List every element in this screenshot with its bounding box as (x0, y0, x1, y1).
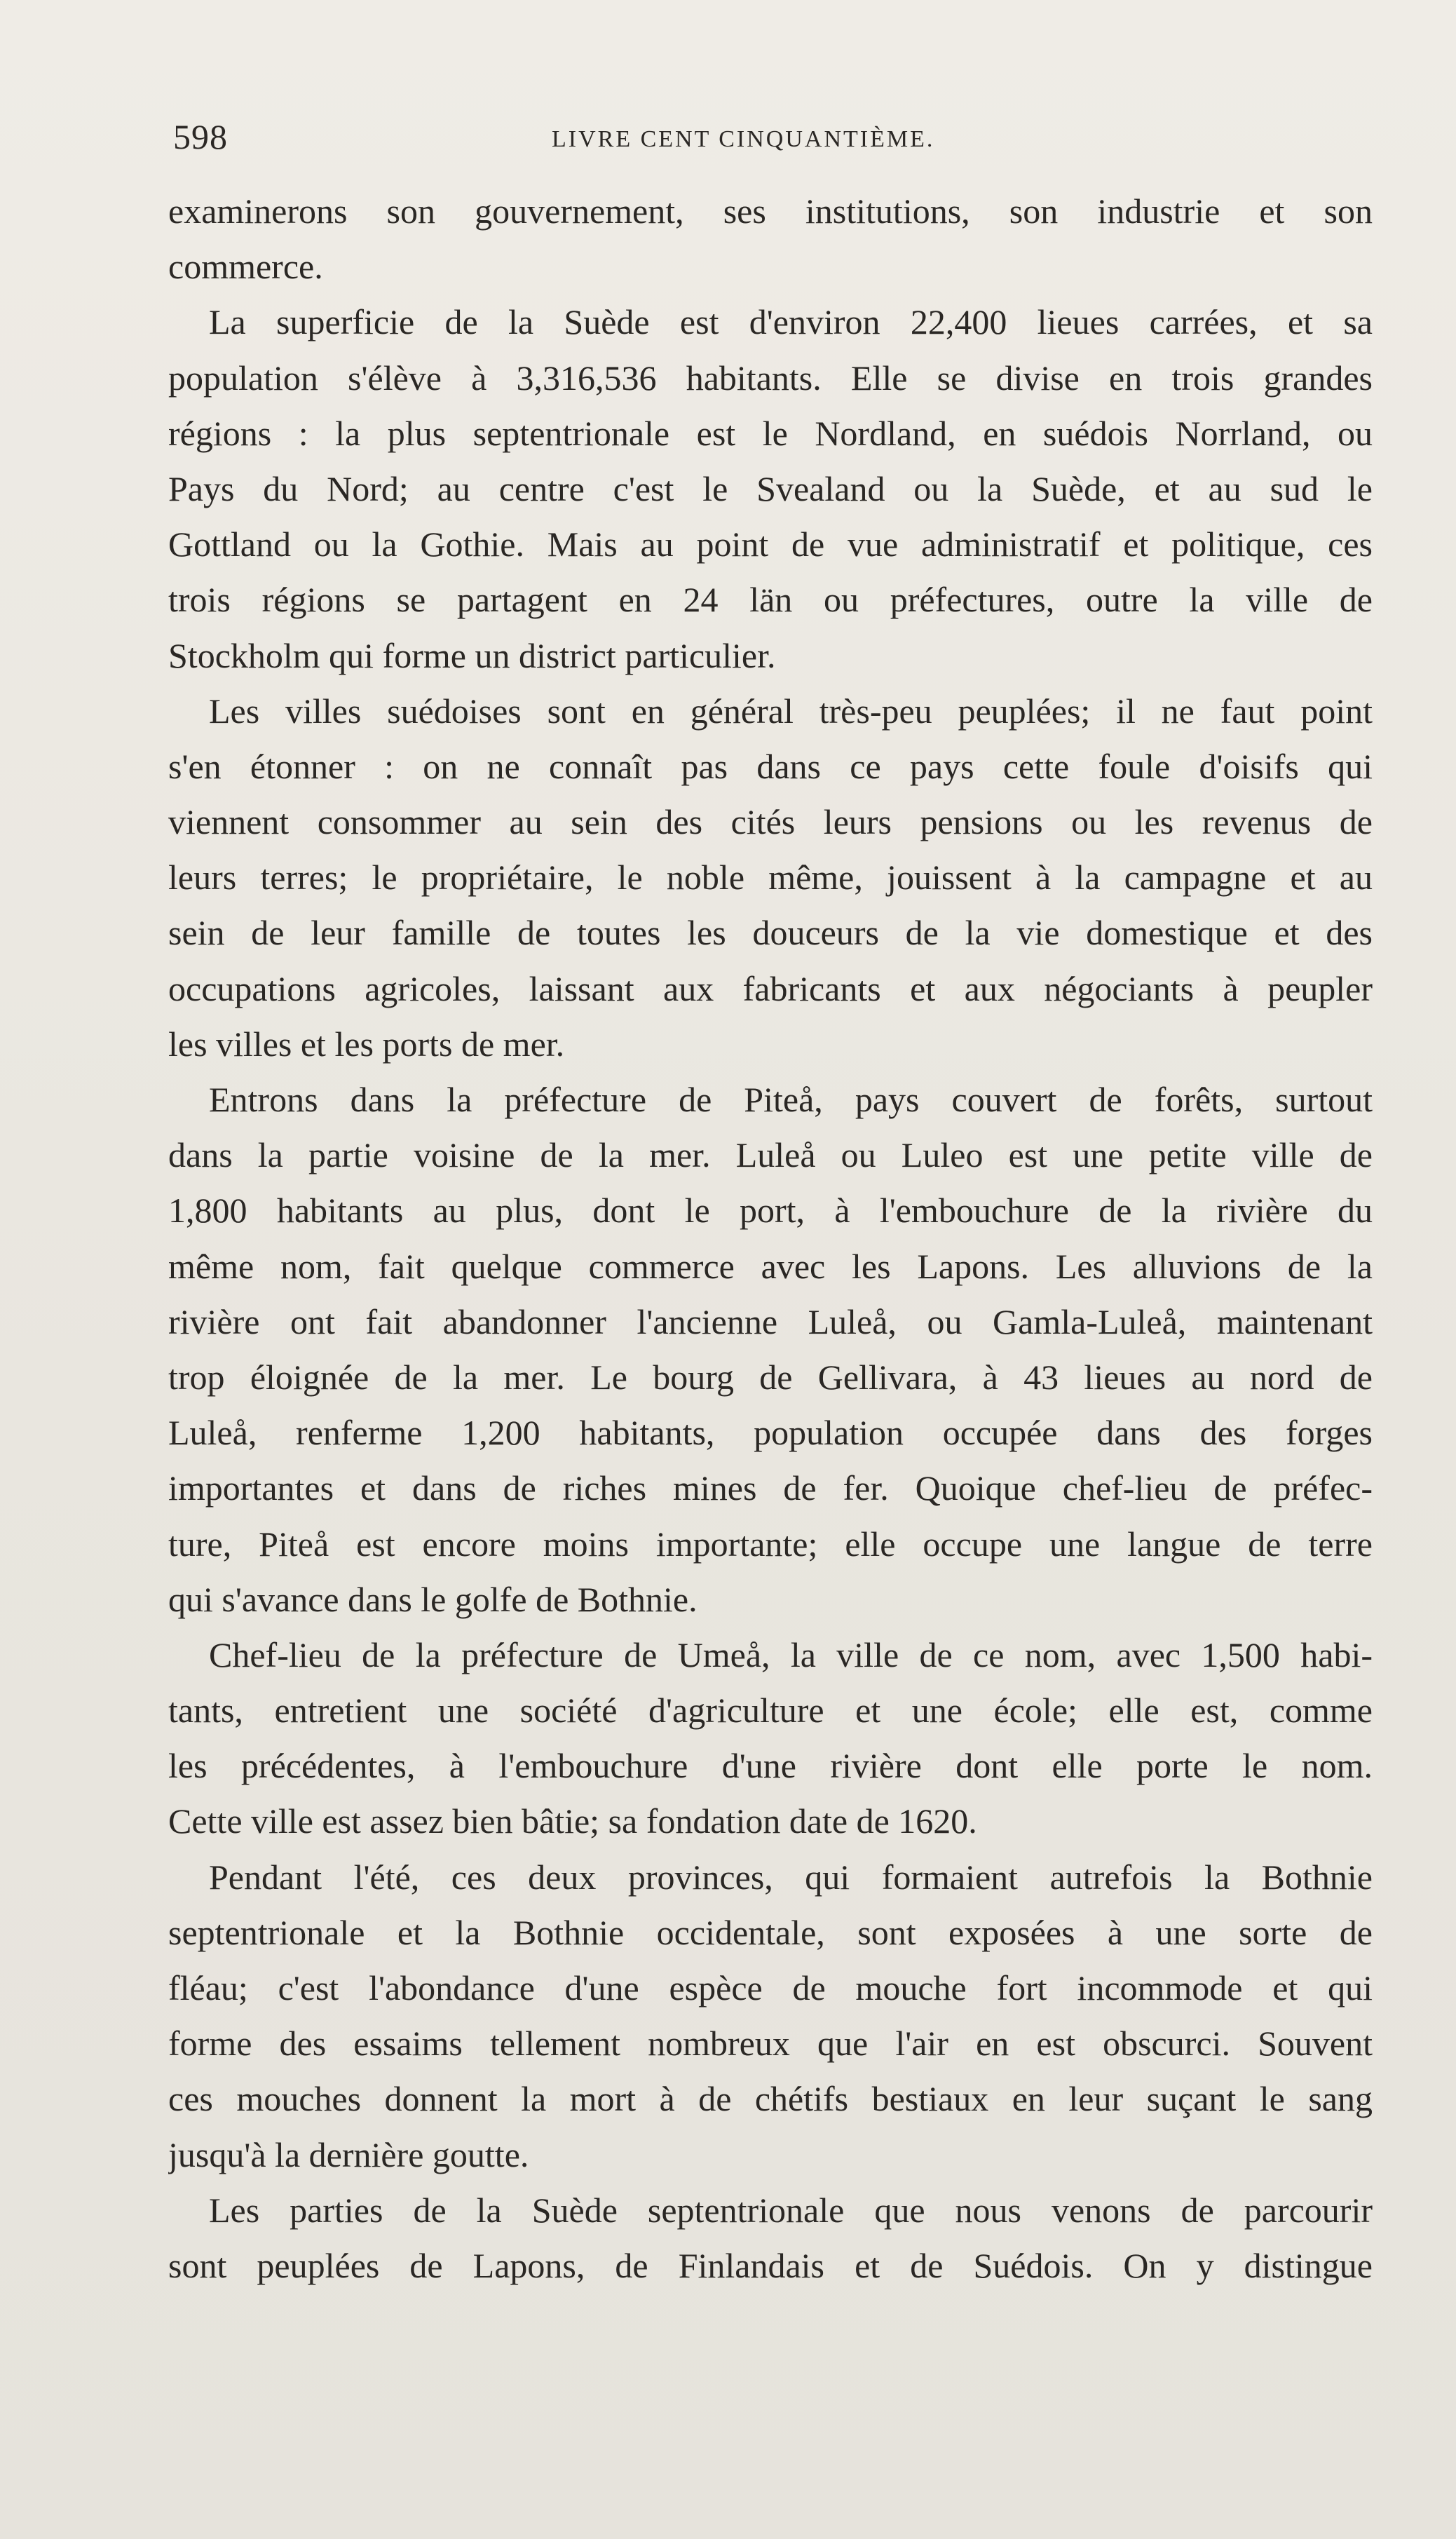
text-line: Entrons dans la préfecture de Piteå, pays couvert de forêts, surtout (209, 1080, 1373, 1119)
page-header (173, 116, 1014, 158)
text-line: 1,800 habitants au plus, dont le port, à l'embouchure de la rivière du (168, 1191, 1373, 1231)
text-line: forme des essaims tellement nombreux que l'air en est obscurci. Souvent (168, 2024, 1373, 2064)
text-line: examinerons son gouvernement, ses institutions, son industrie et son (168, 191, 1373, 231)
text-line: Stockholm qui forme un district particulier. (168, 635, 776, 675)
text-line: occupations agricoles, laissant aux fabricants et aux négociants à peupler (168, 968, 1373, 1008)
text-line: commerce. (168, 247, 323, 287)
text-line: Pays du Nord; au centre c'est le Svealand ou la Suède, et au sud le (168, 468, 1373, 508)
text-line: population s'élève à 3,316,536 habitants. Elle se divise en trois grandes (168, 358, 1373, 398)
text-line: trois régions se partagent en 24 län ou préfectures, outre la ville de (168, 580, 1373, 620)
text-line: importantes et dans de riches mines de fer. Quoique chef-lieu de préfec- (168, 1468, 1373, 1508)
text-line: Les parties de la Suède septentrionale que nous venons de parcourir (209, 2190, 1373, 2230)
body-text (168, 184, 1373, 2294)
text-line: s'en étonner : on ne connaît pas dans ce pays cette foule d'oisifs qui (168, 746, 1373, 786)
page-number: 598 (173, 117, 228, 156)
text-line: fléau; c'est l'abondance d'une espèce de mouche fort incommode et qui (168, 1968, 1373, 2007)
text-line: rivière ont fait abandonner l'ancienne Luleå, ou Gamla-Luleå, maintenant (168, 1301, 1373, 1341)
text-line: ces mouches donnent la mort à de chétifs bestiaux en leur suçant le sang (168, 2079, 1373, 2119)
text-line: La superficie de la Suède est d'environ 22,400 lieues carrées, et sa (209, 302, 1373, 342)
text-line: leurs terres; le propriétaire, le noble même, jouissent à la campagne et au (168, 858, 1373, 898)
text-line: Pendant l'été, ces deux provinces, qui formaient autrefois la Bothnie (209, 1857, 1373, 1897)
text-line: Cette ville est assez bien bâtie; sa fondation date de 1620. (168, 1801, 977, 1841)
text-line: qui s'avance dans le golfe de Bothnie. (168, 1579, 698, 1619)
text-line: trop éloignée de la mer. Le bourg de Gellivara, à 43 lieues au nord de (168, 1357, 1373, 1397)
text-line: régions : la plus septentrionale est le Nordland, en suédois Norrland, ou (168, 413, 1373, 453)
text-line: les précédentes, à l'embouchure d'une rivière dont elle porte le nom. (168, 1746, 1373, 1786)
text-line: jusqu'à la dernière goutte. (168, 2134, 529, 2174)
text-line: Gottland ou la Gothie. Mais au point de vue administratif et politique, ces (168, 524, 1373, 564)
text-line: sein de leur famille de toutes les douceurs de la vie domestique et des (168, 913, 1373, 953)
text-line: tants, entretient une société d'agriculture et une école; elle est, comme (168, 1691, 1373, 1731)
text-line: sont peuplées de Lapons, de Finlandais et de Suédois. On y distingue (168, 2245, 1373, 2285)
text-line: ture, Piteå est encore moins importante; elle occupe une langue de terre (168, 1524, 1373, 1564)
text-line: Luleå, renferme 1,200 habitants, population occupée dans des forges (168, 1413, 1373, 1453)
text-line: Chef-lieu de la préfecture de Umeå, la ville de ce nom, avec 1,500 habi- (209, 1634, 1373, 1674)
text-line: même nom, fait quelque commerce avec les Lapons. Les alluvions de la (168, 1246, 1373, 1286)
text-line: les villes et les ports de mer. (168, 1024, 565, 1064)
text-line: septentrionale et la Bothnie occidentale, sont exposées à une sorte de (168, 1912, 1373, 1952)
text-line: Les villes suédoises sont en général très-peu peuplées; il ne faut point (209, 691, 1373, 731)
text-line: dans la partie voisine de la mer. Luleå ou Luleo est une petite ville de (168, 1135, 1373, 1175)
text-line: viennent consommer au sein des cités leurs pensions ou les revenus de (168, 802, 1373, 842)
running-head: LIVRE CENT CINQUANTIÈME. (552, 126, 935, 152)
